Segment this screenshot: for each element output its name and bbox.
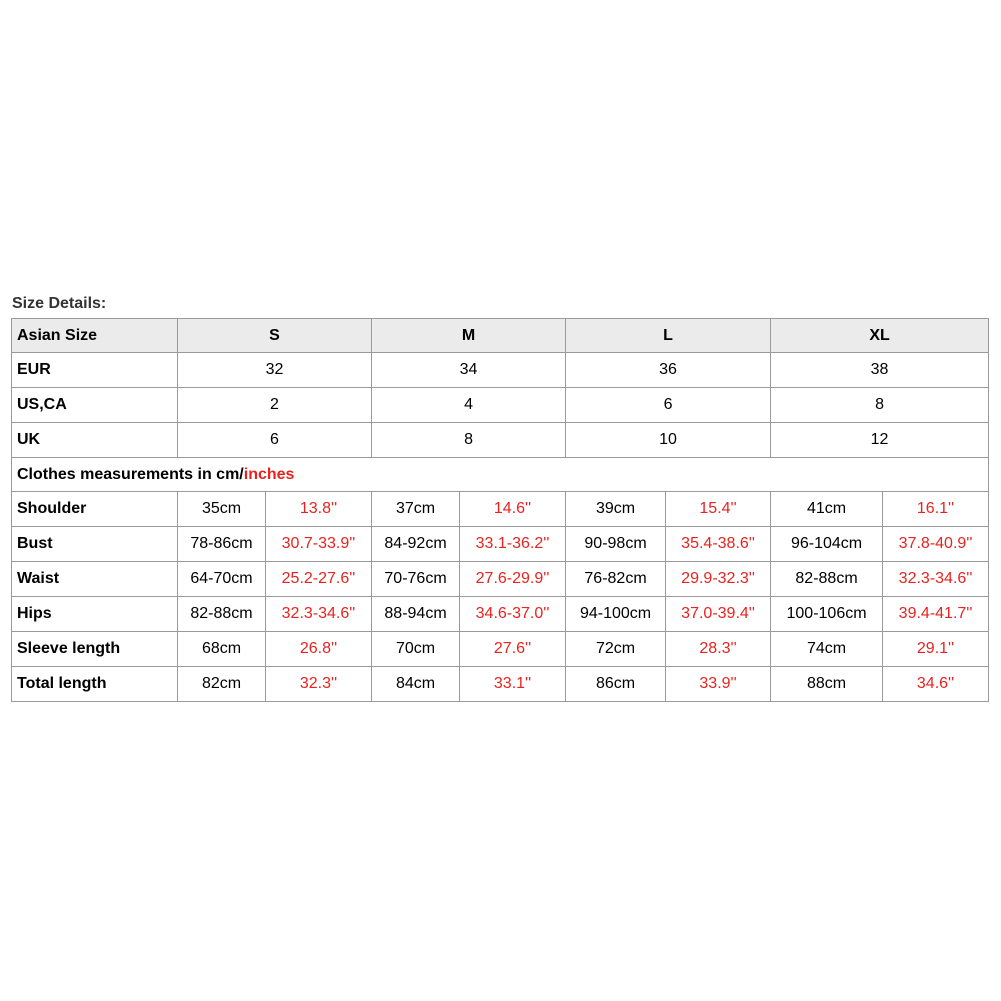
cm-cell: 82-88cm [771, 562, 883, 597]
size-header-l: L [566, 319, 771, 353]
cm-cell: 82cm [178, 667, 266, 702]
row-label: UK [12, 423, 178, 458]
cm-cell: 37cm [372, 492, 460, 527]
row-label: Total length [12, 667, 178, 702]
size-cell: 36 [566, 353, 771, 388]
cm-cell: 86cm [566, 667, 666, 702]
inch-cell: 30.7-33.9'' [266, 527, 372, 562]
row-label: Bust [12, 527, 178, 562]
size-header-m: M [372, 319, 566, 353]
cm-cell: 78-86cm [178, 527, 266, 562]
inch-cell: 32.3'' [266, 667, 372, 702]
table-row [12, 632, 989, 667]
page-title: Size Details: [12, 295, 107, 312]
section-heading-suffix: inches [243, 465, 295, 483]
inch-cell: 35.4-38.6'' [666, 527, 771, 562]
cm-cell: 70cm [372, 632, 460, 667]
inch-cell: 33.1'' [460, 667, 566, 702]
table-row [12, 562, 989, 597]
size-cell: 6 [566, 388, 771, 423]
inch-cell: 14.6'' [460, 492, 566, 527]
header-label: Asian Size [12, 319, 178, 353]
row-label: Sleeve length [12, 632, 178, 667]
inch-cell: 33.1-36.2'' [460, 527, 566, 562]
inch-cell: 34.6'' [883, 667, 989, 702]
row-label: Shoulder [12, 492, 178, 527]
inch-cell: 27.6-29.9'' [460, 562, 566, 597]
inch-cell: 32.3-34.6'' [266, 597, 372, 632]
inch-cell: 29.9-32.3'' [666, 562, 771, 597]
cm-cell: 35cm [178, 492, 266, 527]
table-row [12, 388, 989, 423]
cm-cell: 90-98cm [566, 527, 666, 562]
section-heading-prefix: Clothes measurements in cm/ [17, 465, 244, 483]
header-row [12, 319, 989, 353]
cm-cell: 84-92cm [372, 527, 460, 562]
cm-cell: 39cm [566, 492, 666, 527]
size-cell: 34 [372, 353, 566, 388]
size-cell: 4 [372, 388, 566, 423]
size-cell: 8 [771, 388, 989, 423]
table-row [12, 423, 989, 458]
cm-cell: 76-82cm [566, 562, 666, 597]
row-label: Hips [12, 597, 178, 632]
cm-cell: 88-94cm [372, 597, 460, 632]
cm-cell: 82-88cm [178, 597, 266, 632]
size-cell: 8 [372, 423, 566, 458]
size-cell: 38 [771, 353, 989, 388]
inch-cell: 25.2-27.6'' [266, 562, 372, 597]
table-row [12, 492, 989, 527]
table-row [12, 597, 989, 632]
inch-cell: 28.3'' [666, 632, 771, 667]
section-heading [12, 458, 989, 492]
cm-cell: 84cm [372, 667, 460, 702]
size-cell: 2 [178, 388, 372, 423]
size-cell: 6 [178, 423, 372, 458]
table-row [12, 527, 989, 562]
inch-cell: 29.1'' [883, 632, 989, 667]
cm-cell: 100-106cm [771, 597, 883, 632]
cm-cell: 72cm [566, 632, 666, 667]
size-table [11, 318, 989, 702]
cm-cell: 64-70cm [178, 562, 266, 597]
inch-cell: 32.3-34.6'' [883, 562, 989, 597]
row-label: Waist [12, 562, 178, 597]
table-row [12, 667, 989, 702]
size-cell: 32 [178, 353, 372, 388]
size-header-xl: XL [771, 319, 989, 353]
inch-cell: 26.8'' [266, 632, 372, 667]
inch-cell: 37.8-40.9'' [883, 527, 989, 562]
inch-cell: 34.6-37.0'' [460, 597, 566, 632]
cm-cell: 68cm [178, 632, 266, 667]
size-header-s: S [178, 319, 372, 353]
cm-cell: 96-104cm [771, 527, 883, 562]
inch-cell: 33.9'' [666, 667, 771, 702]
row-label: US,CA [12, 388, 178, 423]
inch-cell: 27.6'' [460, 632, 566, 667]
row-label: EUR [12, 353, 178, 388]
cm-cell: 41cm [771, 492, 883, 527]
inch-cell: 16.1'' [883, 492, 989, 527]
size-cell: 10 [566, 423, 771, 458]
table-row [12, 353, 989, 388]
cm-cell: 70-76cm [372, 562, 460, 597]
inch-cell: 13.8'' [266, 492, 372, 527]
cm-cell: 88cm [771, 667, 883, 702]
inch-cell: 39.4-41.7'' [883, 597, 989, 632]
inch-cell: 15.4'' [666, 492, 771, 527]
size-cell: 12 [771, 423, 989, 458]
inch-cell: 37.0-39.4'' [666, 597, 771, 632]
section-row [12, 458, 989, 492]
cm-cell: 94-100cm [566, 597, 666, 632]
cm-cell: 74cm [771, 632, 883, 667]
